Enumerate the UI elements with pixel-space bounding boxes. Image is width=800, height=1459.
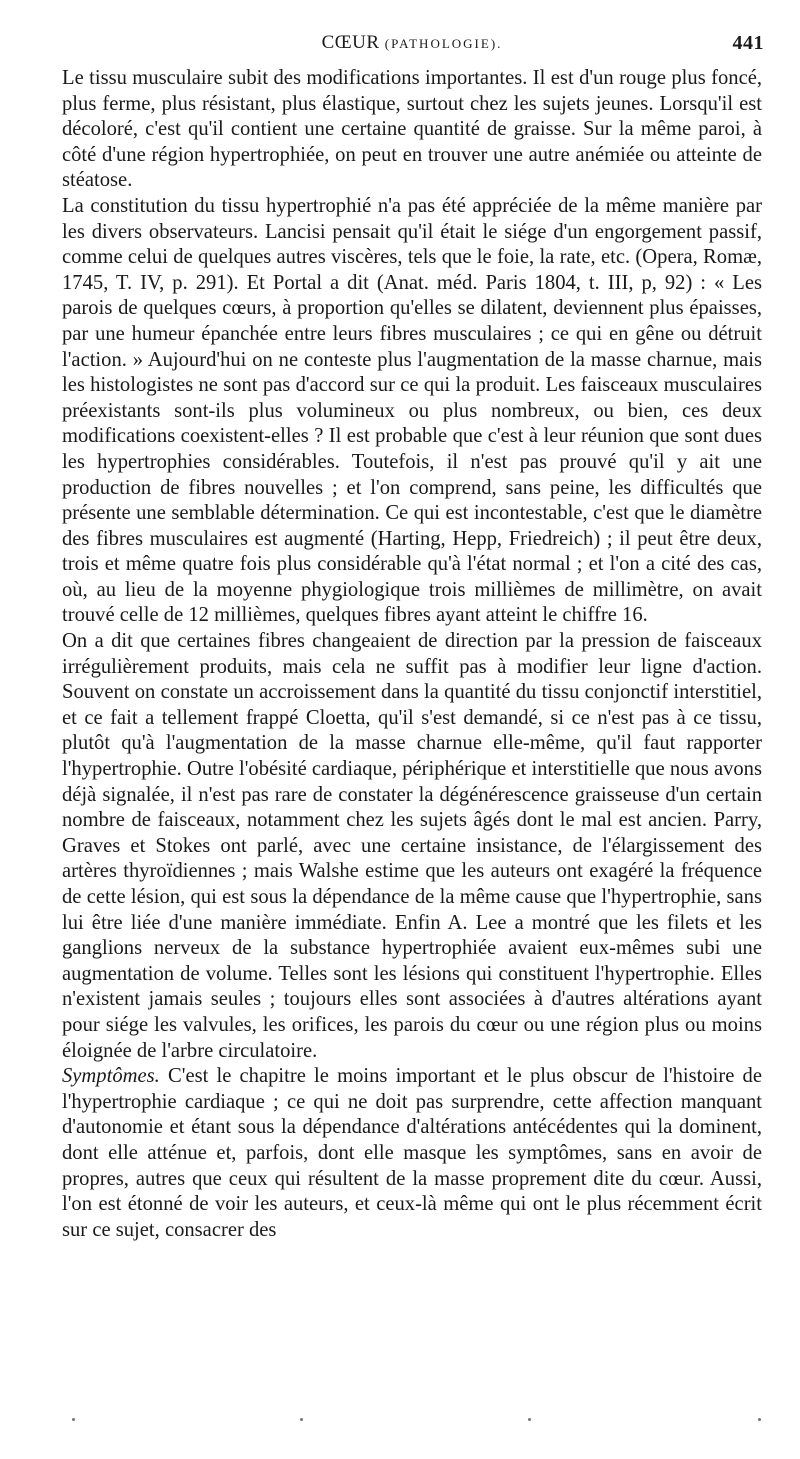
running-title-subject: (PATHOLOGIE). <box>384 36 503 51</box>
speck-2 <box>300 1418 303 1421</box>
paragraph-3 <box>62 629 762 1064</box>
paragraph-2-text: La constitution du tissu hypertrophié n'a pas été appréciée de la même manière par les divers observateurs. Lancisi pensait qu'il était le siége d'un engorgement passif, comme celui de quelques autres viscères, tels que le foie, la rate, etc. (Opera, Romæ, 1745, T. IV, p. 291). Et Portal a dit (Anat. méd. Paris 1804, t. III, p, 92) : « Les parois de quelques cœurs, à proportion qu'elles se dilatent, deviennent plus épaisses, par une humeur épanchée entre leurs fibres musculaires ; ce qui en gêne ou détruit l'action. » Aujourd'hui on ne conteste plus l'augmentation de la masse charnue, mais les histologistes ne sont pas d'accord sur ce qui la produit. Les faisceaux musculaires préexistants sont-ils plus volumineux ou plus nombreux, ou bien, ces deux modifications coexistent-elles ? Il est probable que c'est à leur réunion que sont dues les hypertrophies considérables. Toutefois, il n'est pas prouvé qu'il y ait une production de fibres nouvelles ; et l'on comprend, sans peine, les difficultés que présente une semblable détermination. Ce qui est incontestable, c'est que le diamètre des fibres musculaires est augmenté (Harting, Hepp, Friedreich) ; il peut être deux, trois et même quatre fois plus considérable qu'à l'état normal ; et l'on a cité des cas, où, au lieu de la moyenne phygiologique trois millièmes de millimètre, on avait trouvé celle de 12 millièmes, quelques fibres ayant atteint le chiffre 16. <box>62 194 762 627</box>
paragraph-1-text: Le tissu musculaire subit des modifications importantes. Il est d'un rouge plus foncé, plus ferme, plus résistant, plus élastique, surtout chez les sujets jeunes. Lorsqu'il est décoloré, c'est qu'il contient une certaine quantité de graisse. Sur la même paroi, à côté d'une région hypertrophiée, on peut en trouver une autre anémiée ou atteinte de stéatose. <box>62 67 762 192</box>
paragraph-4-text: C'est le chapitre le moins important et le plus obscur de l'histoire de l'hypertrophie cardiaque ; ce qui ne doit pas surprendre, cette affection manquant d'autonomie et étant sous la dépendance d'altérations antécédentes qui la dominent, dont elle atténue et, parfois, dont elle masque les symptômes, sans en avoir de propres, autres que ceux qui résultent de la masse proprement dite du cœur. Aussi, l'on est étonné de voir les auteurs, et ceux-là même qui ont le plus récemment écrit sur ce sujet, consacrer des <box>62 1065 762 1241</box>
speck-3 <box>528 1418 531 1421</box>
running-title <box>62 32 762 54</box>
page-number: 441 <box>732 32 764 54</box>
section-heading-symptomes: Symptômes. <box>62 1065 160 1088</box>
paragraph-3-text: On a dit que certaines fibres changeaient de direction par la pression de faisceaux irrégulièrement produits, mais cela ne suffit pas à modifier leur ligne d'action. Souvent on constate un accroissement dans la quantité du tissu conjonctif interstitiel, et ce fait a tellement frappé Cloetta, qu'il s'est demandé, si ce n'est pas à ce tissu, plutôt qu'à l'augmentation de la masse charnue elle-même, qu'il faut rapporter l'hypertrophie. Outre l'obésité cardiaque, périphérique et interstitielle que nous avons déjà signalée, il n'est pas rare de constater la dégénérescence graisseuse d'un certain nombre de faisceaux, notamment chez les sujets âgés dont le mal est ancien. Parry, Graves et Stokes ont parlé, avec une certaine insistance, de l'élargissement des artères thyroïdiennes ; mais Walshe estime que les auteurs ont exagéré la fréquence de cette lésion, qui est sous la dépendance de la même cause que l'hypertrophie, sans lui être liée d'une manière immédiate. Enfin A. Lee a montré que les filets et les ganglions nerveux de la substance hypertrophiée avaient eux-mêmes subi une augmentation de volume. Telles sont les lésions qui constituent l'hypertrophie. Elles n'existent jamais seules ; toujours elles sont associées à d'autres altérations ayant pour siége les valvules, les orifices, les parois du cœur ou une région plus ou moins éloignée de l'arbre circulatoire. <box>62 630 762 1062</box>
running-head <box>62 30 762 66</box>
paragraph-2 <box>62 194 762 629</box>
book-page <box>62 30 762 1243</box>
paragraph-4 <box>62 1064 762 1243</box>
speck-1 <box>72 1418 75 1421</box>
running-title-main: CŒUR <box>321 32 380 53</box>
speck-4 <box>758 1418 761 1421</box>
paragraph-1 <box>62 66 762 194</box>
scan-specks <box>0 1418 800 1428</box>
body-text <box>62 66 762 1243</box>
